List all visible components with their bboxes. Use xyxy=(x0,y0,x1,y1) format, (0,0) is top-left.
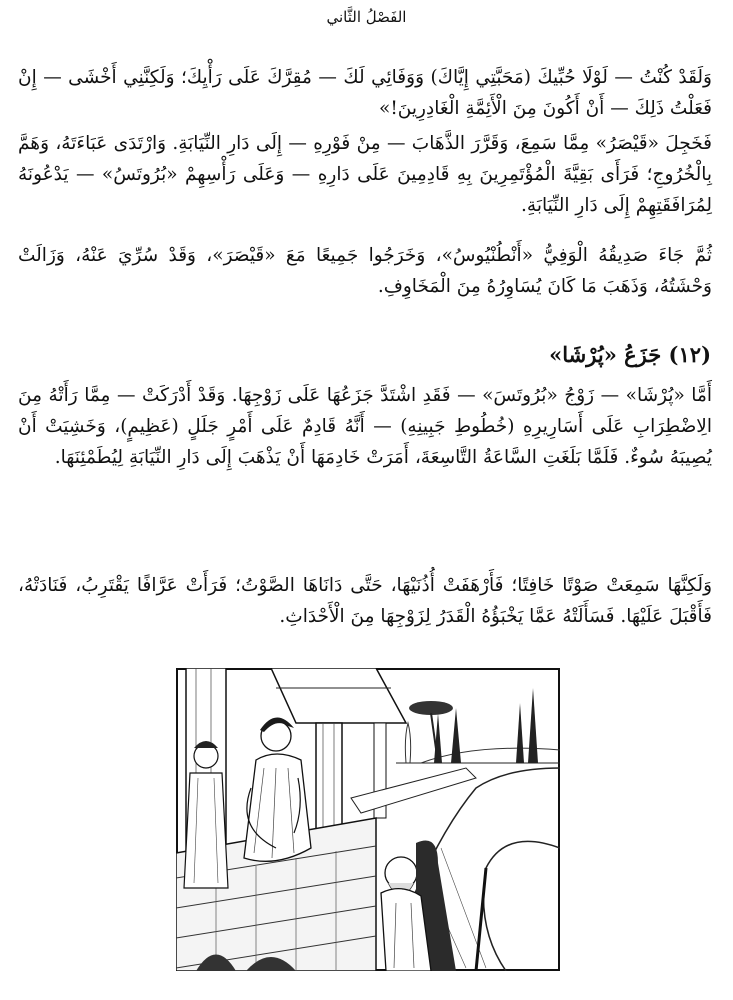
paragraph-2: فَخَجِلَ «قَيْصَرُ» مِمَّا سَمِعَ، وَقَرَّرَ الذَّهَابَ — مِنْ فَوْرِهِ — إِلَى دَارِ النِّيَابَةِ. وَارْتَدَى عَبَاءَتَهُ، وَهَمَّ بِالْخُرُوجِ؛ فَرَأَى بَقِيَّةَ الْمُؤْتَمِرِينَ بِهِ قَادِمِينَ عَلَى دَارِهِ — وَعَلَى رَأْسِهِمْ «بُرُوتَسُ» — يَدْعُونَهُ لِمُرَافَقَتِهِمْ إِلَى دَارِ النِّيَابَةِ. xyxy=(18,133,712,216)
balcony-soothsayer-illustration xyxy=(176,668,560,971)
paragraph-5: وَلَكِنَّهَا سَمِعَتْ صَوْتًا خَافِتًا؛ فَأَرْهَفَتْ أُذُنَيْهَا، حَتَّى دَانَاهَا الصَّوْتُ؛ فَرَأَتْ عَرَّافًا يَقْتَرِبُ، فَنَادَتْهُ، فَأَقْبَلَ عَلَيْهَا. فَسَأَلَتْهُ عَمَّا يَخْبَؤُهُ الْقَدَرُ لِزَوْجِهَا مِنَ الْأَحْدَاثِ. xyxy=(18,575,712,627)
paragraph-1: وَلَقَدْ كُنْتُ — لَوْلَا حُبِّيكَ (مَحَبَّتِي إِيَّاكَ) وَوَفَائِي لَكَ — مُقِرَّكَ عَلَى رَأْيِكَ؛ وَلَكِنَّنِي أَخْشَى — إِنْ فَعَلْتُ ذَلِكَ — أَنْ أَكُونَ مِنَ الْأَئِمَّةِ الْغَادِرِينَ!» xyxy=(18,67,712,119)
section-heading: (١٢) جَزَعُ «پُرْشَا» xyxy=(549,342,711,367)
paragraph-3: ثُمَّ جَاءَ صَدِيقُهُ الْوَفِيُّ «أَنْطُنْيُوسُ»، وَخَرَجُوا جَمِيعًا مَعَ «قَيْصَرَ»، وَقَدْ سُرِّيَ عَنْهُ، وَزَالَتْ وَحْشَتُهُ، وَذَهَبَ مَا كَانَ يُسَاوِرُهُ مِنَ الْمَخَاوِفِ. xyxy=(18,245,712,297)
chapter-title: الفَصْلُ الثَّاني xyxy=(326,8,407,26)
paragraph-4: أَمَّا «پُرْشَا» — زَوْجُ «بُرُوتَسَ» — فَقَدِ اشْتَدَّ جَزَعُهَا عَلَى زَوْجِهَا. وَقَدْ أَدْرَكَتْ — مِمَّا رَأَتْهُ مِنَ الِاضْطِرَابِ عَلَى أَسَارِيرِهِ (خُطُوطِ جَبِينِهِ) — أَنَّهُ قَادِمٌ عَلَى أَمْرٍ جَلَلٍ (عَظِيمٍ)، وَخَشِيَتْ أَنْ يُصِيبَهُ سُوءٌ. فَلَمَّا بَلَغَتِ السَّاعَةُ التَّاسِعَةَ، أَمَرَتْ خَادِمَهَا أَنْ يَذْهَبَ إِلَى دَارِ النِّيَابَةِ لِيُطَمْئِنَهَا. xyxy=(18,385,712,468)
